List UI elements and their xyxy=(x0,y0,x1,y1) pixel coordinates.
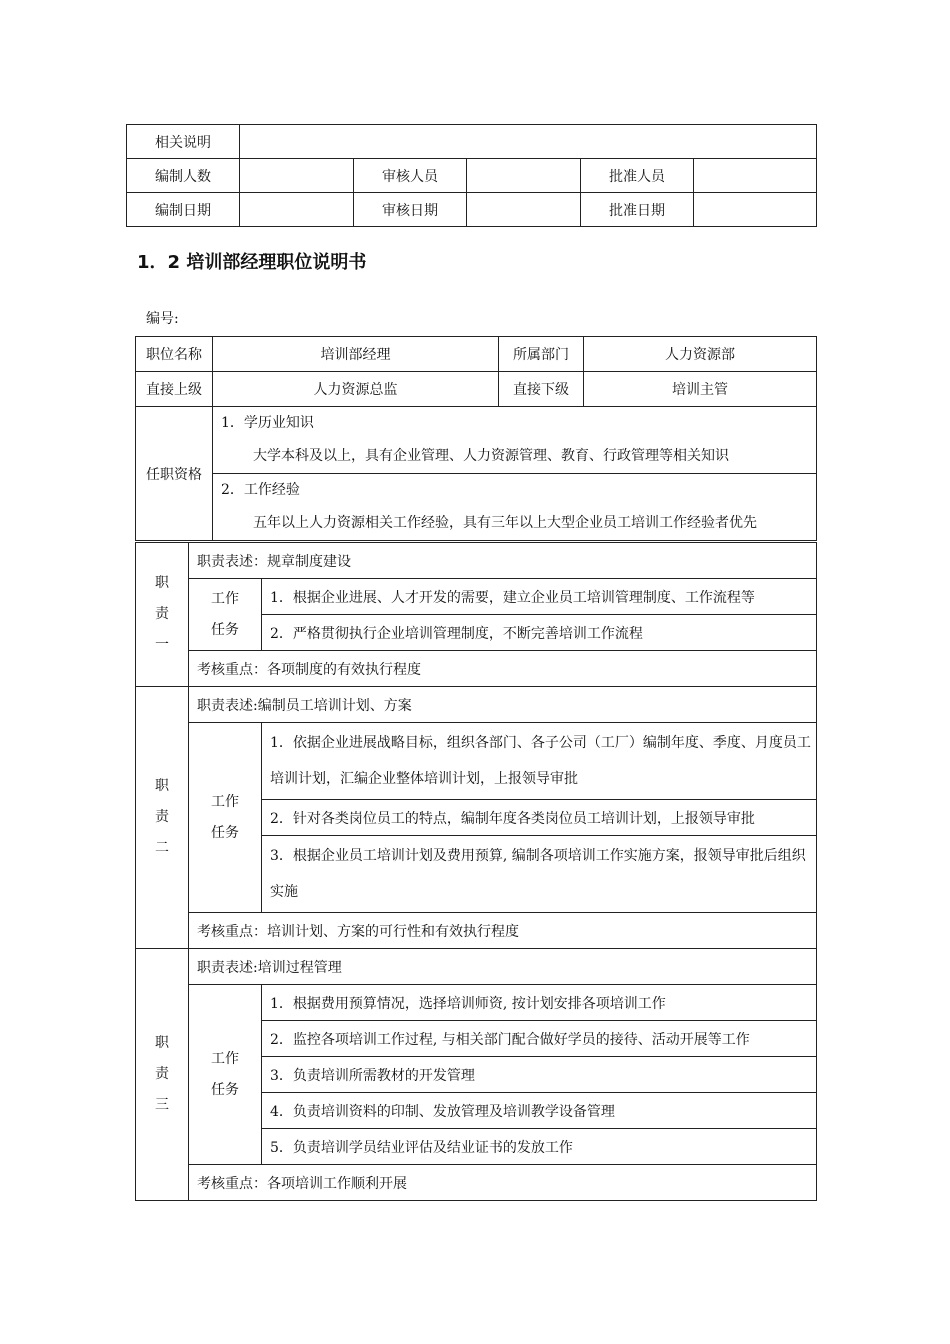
table-row xyxy=(136,543,817,579)
task-item: 2．针对各类岗位员工的特点，编制年度各类岗位员工培训计划，上报领导审批 xyxy=(262,800,817,836)
section-title: 1．2 培训部经理职位说明书 xyxy=(137,252,367,273)
task-item: 3．负责培训所需教材的开发管理 xyxy=(262,1057,817,1093)
task-item: 2．严格贯彻执行企业培训管理制度，不断完善培训工作流程 xyxy=(262,615,817,651)
department-label: 所属部门 xyxy=(499,337,584,372)
table-row xyxy=(136,372,817,407)
duties-table xyxy=(135,542,817,1201)
approver-label: 批准人员 xyxy=(581,159,694,193)
task-label: 工作 任务 xyxy=(189,723,262,913)
subordinate-label: 直接下级 xyxy=(499,372,584,407)
table-row xyxy=(127,125,817,159)
approve-date-label: 批准日期 xyxy=(581,193,694,227)
education-text: 大学本科及以上，具有企业管理、人力资源管理、教育、行政管理等相关知识 xyxy=(253,448,729,464)
approve-date-value xyxy=(694,193,817,227)
superior-value: 人力资源总监 xyxy=(213,372,499,407)
review-date-value xyxy=(467,193,581,227)
department-value: 人力资源部 xyxy=(584,337,817,372)
table-row xyxy=(127,193,817,227)
experience-title: 2．工作经验 xyxy=(221,482,300,498)
education-title: 1．学历业知识 xyxy=(221,415,314,431)
task-item: 4．负责培训资料的印制、发放管理及培训教学设备管理 xyxy=(262,1093,817,1129)
table-row xyxy=(136,579,817,615)
table-row xyxy=(136,687,817,723)
superior-label: 直接上级 xyxy=(136,372,213,407)
approval-table xyxy=(126,124,817,227)
number-label: 编号: xyxy=(146,311,179,327)
headcount-value xyxy=(240,159,354,193)
table-row xyxy=(136,1165,817,1201)
task-label: 工作 任务 xyxy=(189,985,262,1165)
review-date-label: 审核日期 xyxy=(354,193,467,227)
assessment-focus: 考核重点：培训计划、方案的可行性和有效执行程度 xyxy=(189,913,817,949)
task-label: 工作 任务 xyxy=(189,579,262,651)
task-item: 3．根据企业员工培训计划及费用预算, 编制各项培训工作实施方案，报领导审批后组织实施 xyxy=(262,836,817,913)
table-row xyxy=(136,651,817,687)
table-row xyxy=(136,337,817,372)
task-item: 1．根据企业进展、人才开发的需要，建立企业员工培训管理制度、工作流程等 xyxy=(262,579,817,615)
job-info-table xyxy=(135,336,817,541)
assessment-focus: 考核重点：各项培训工作顺利开展 xyxy=(189,1165,817,1201)
duty-statement: 职责表述：规章制度建设 xyxy=(189,543,817,579)
qualification-experience xyxy=(213,474,817,541)
task-item: 5．负责培训学员结业评估及结业证书的发放工作 xyxy=(262,1129,817,1165)
assessment-focus: 考核重点：各项制度的有效执行程度 xyxy=(189,651,817,687)
table-row xyxy=(127,159,817,193)
related-notes-label: 相关说明 xyxy=(127,125,240,159)
duty-label: 职 责 二 xyxy=(136,687,189,949)
qualification-education xyxy=(213,407,817,474)
table-row xyxy=(136,723,817,800)
position-name-label: 职位名称 xyxy=(136,337,213,372)
reviewer-label: 审核人员 xyxy=(354,159,467,193)
related-notes-value xyxy=(240,125,817,159)
approver-value xyxy=(694,159,817,193)
task-item: 2．监控各项培训工作过程, 与相关部门配合做好学员的接待、活动开展等工作 xyxy=(262,1021,817,1057)
duty-label: 职 责 三 xyxy=(136,949,189,1201)
table-row xyxy=(136,949,817,985)
table-row xyxy=(136,913,817,949)
experience-text: 五年以上人力资源相关工作经验，具有三年以上大型企业员工培训工作经验者优先 xyxy=(253,515,757,531)
qualification-label: 任职资格 xyxy=(136,407,213,541)
subordinate-value: 培训主管 xyxy=(584,372,817,407)
headcount-label: 编制人数 xyxy=(127,159,240,193)
duty-statement: 职责表述:编制员工培训计划、方案 xyxy=(189,687,817,723)
table-row xyxy=(136,474,817,541)
task-item: 1．依据企业进展战略目标，组织各部门、各子公司（工厂）编制年度、季度、月度员工培训计划，汇编企业整体培训计划，上报领导审批 xyxy=(262,723,817,800)
table-row xyxy=(136,407,817,474)
duty-label: 职 责 一 xyxy=(136,543,189,687)
compile-date-label: 编制日期 xyxy=(127,193,240,227)
duty-statement: 职责表述:培训过程管理 xyxy=(189,949,817,985)
table-row xyxy=(136,985,817,1021)
compile-date-value xyxy=(240,193,354,227)
task-item: 1．根据费用预算情况，选择培训师资, 按计划安排各项培训工作 xyxy=(262,985,817,1021)
reviewer-value xyxy=(467,159,581,193)
position-name-value: 培训部经理 xyxy=(213,337,499,372)
